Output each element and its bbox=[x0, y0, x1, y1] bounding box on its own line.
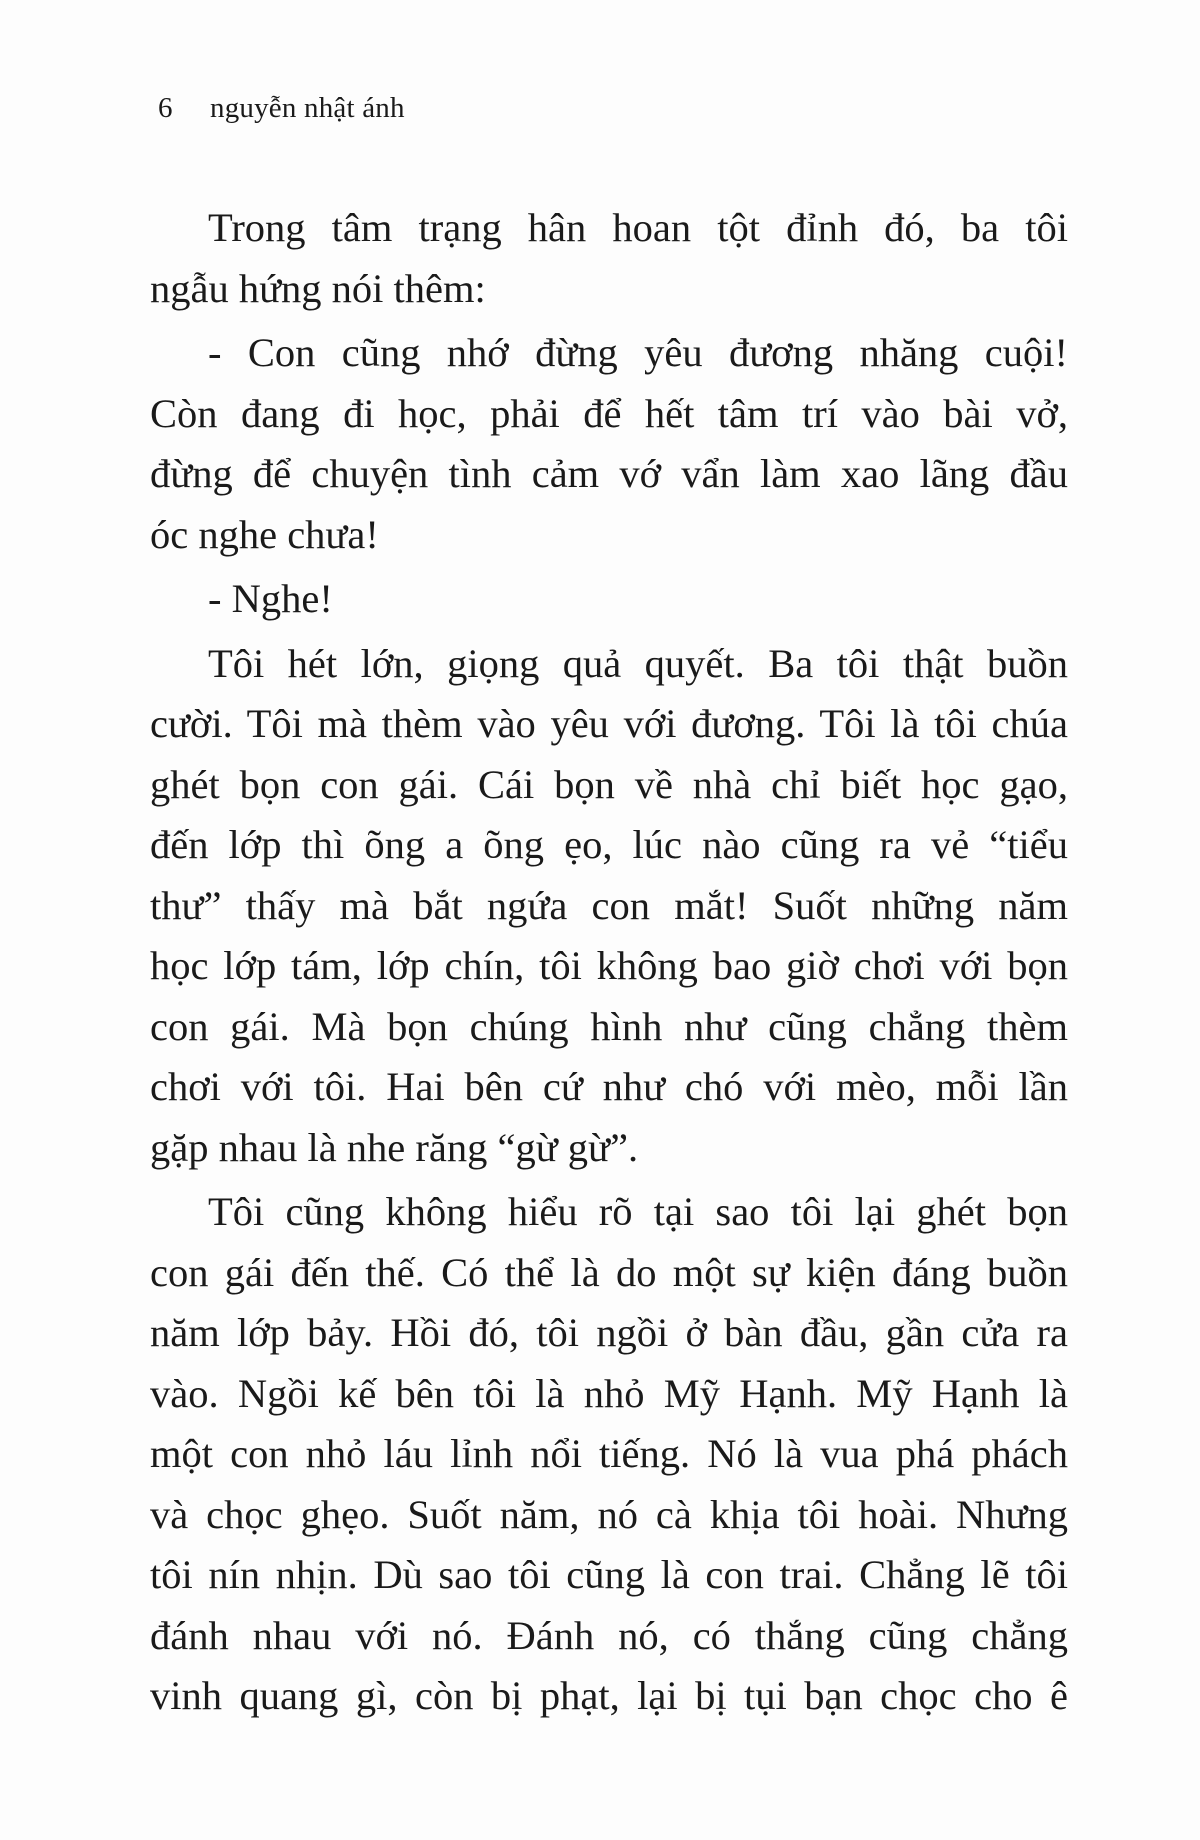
paragraph bbox=[150, 634, 1068, 1179]
text-line: đến lớp thì õng a õng ẹo, lúc nào cũng ra vẻ “tiểu bbox=[150, 822, 1068, 867]
text-line: ngẫu hứng nói thêm: bbox=[150, 265, 486, 311]
text-line: học lớp tám, lớp chín, tôi không bao giờ chơi với bọn bbox=[150, 943, 1068, 988]
author-name: nguyễn nhật ánh bbox=[210, 92, 405, 124]
text-line: tôi nín nhịn. Dù sao tôi cũng là con trai. Chẳng lẽ tôi bbox=[150, 1552, 1068, 1597]
text-line: thư” thấy mà bắt ngứa con mắt! Suốt những năm bbox=[150, 882, 1068, 928]
body-text bbox=[150, 198, 1068, 1731]
text-line: ghét bọn con gái. Cái bọn về nhà chỉ biết học gạo, bbox=[150, 761, 1068, 807]
text-line: gặp nhau là nhe răng “gừ gừ”. bbox=[150, 1124, 639, 1170]
text-line: - Nghe! bbox=[208, 576, 333, 621]
text-line: và chọc ghẹo. Suốt năm, nó cà khịa tôi hoài. Nhưng bbox=[150, 1491, 1068, 1537]
running-head bbox=[158, 92, 405, 125]
text-line: cười. Tôi mà thèm vào yêu với đương. Tôi là tôi chúa bbox=[150, 701, 1068, 746]
text-line: óc nghe chưa! bbox=[150, 511, 379, 557]
paragraph bbox=[150, 198, 1068, 319]
text-line: Tôi cũng không hiểu rõ tại sao tôi lại ghét bọn bbox=[208, 1189, 1068, 1234]
text-line: - Con cũng nhớ đừng yêu đương nhăng cuội! bbox=[208, 330, 1068, 375]
text-line: một con nhỏ láu lỉnh nổi tiếng. Nó là vua phá phách bbox=[150, 1431, 1068, 1476]
paragraph bbox=[150, 569, 1068, 630]
text-line: con gái. Mà bọn chúng hình như cũng chẳng thèm bbox=[150, 1003, 1068, 1049]
text-line: năm lớp bảy. Hồi đó, tôi ngồi ở bàn đầu, gần cửa ra bbox=[150, 1310, 1068, 1355]
text-line: con gái đến thế. Có thể là do một sự kiện đáng buồn bbox=[150, 1249, 1068, 1295]
text-line: đừng để chuyện tình cảm vớ vẩn làm xao lãng đầu bbox=[150, 451, 1068, 496]
text-line: vào. Ngồi kế bên tôi là nhỏ Mỹ Hạnh. Mỹ Hạnh là bbox=[150, 1370, 1068, 1416]
text-line: đánh nhau với nó. Đánh nó, có thắng cũng chẳng bbox=[150, 1612, 1068, 1658]
text-line: Tôi hét lớn, giọng quả quyết. Ba tôi thật buồn bbox=[208, 640, 1068, 686]
text-line: Còn đang đi học, phải để hết tâm trí vào bài vở, bbox=[150, 390, 1068, 436]
text-line: vinh quang gì, còn bị phạt, lại bị tụi bạn chọc cho ê bbox=[150, 1673, 1068, 1718]
paragraph bbox=[150, 1182, 1068, 1727]
text-line: chơi với tôi. Hai bên cứ như chó với mèo, mỗi lần bbox=[150, 1064, 1068, 1109]
text-line: Trong tâm trạng hân hoan tột đỉnh đó, ba tôi bbox=[208, 205, 1068, 250]
page-number: 6 bbox=[158, 92, 173, 124]
paragraph bbox=[150, 323, 1068, 565]
